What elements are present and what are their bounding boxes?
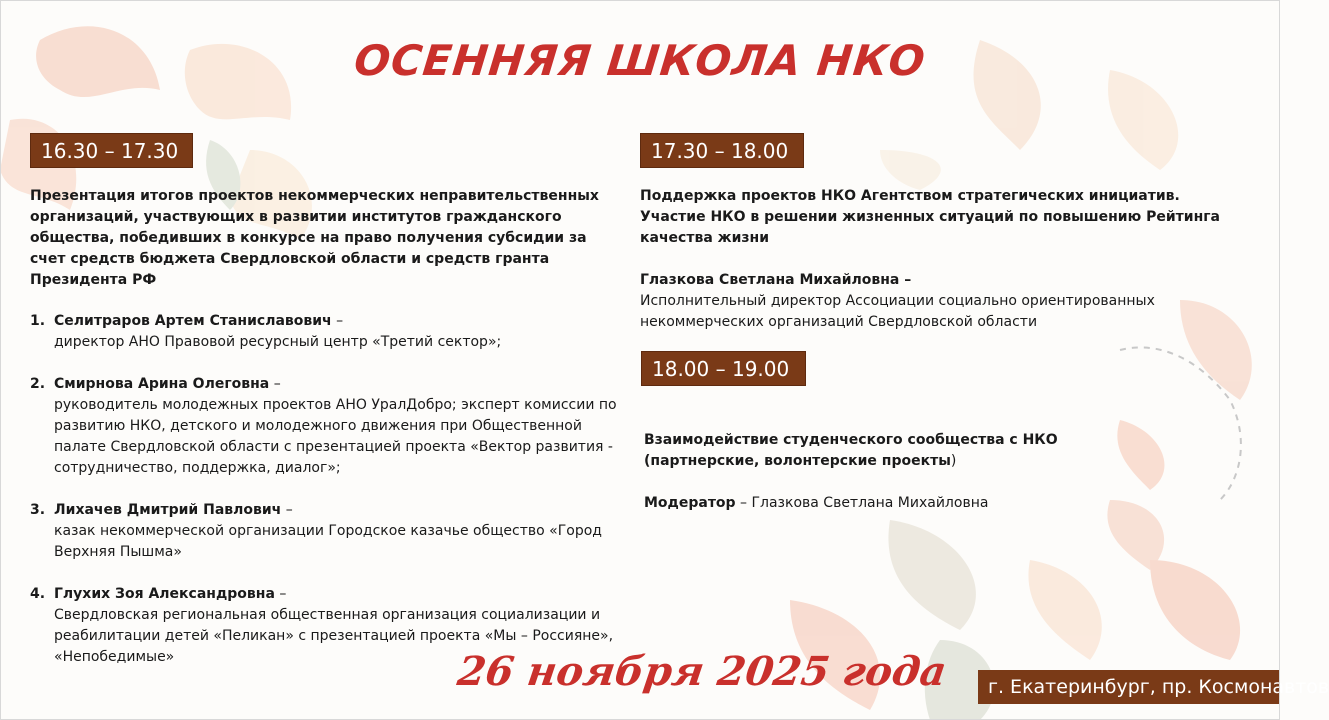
- session-2: [640, 186, 1240, 333]
- event-date: 26 ноября 2025 года: [454, 648, 950, 695]
- speaker-separator: –: [269, 376, 281, 392]
- item-number: 4.: [30, 586, 46, 602]
- session-2-topic: Поддержка проектов НКО Агентством стратегических инициатив. Участие НКО в решении жизненных ситуаций по повышению Рейтинга качества жизни: [640, 188, 1221, 246]
- speaker-description: Свердловская региональная общественная организация социализации и реабилитации детей «Пеликан» с презентацией проекта «Мы – Россияне», «Непобедимые»: [54, 607, 614, 665]
- session-1-topic: Презентация итогов проектов некоммерческих неправительственных организаций, участвующих в развитии институтов гражданского общества, победивших в конкурсе на право получения субсидии за счет средств бюджета Свердловской области и средств гранта Президента РФ: [30, 188, 599, 288]
- session-2-speaker-name: Глазкова Светлана Михайловна –: [640, 272, 912, 288]
- speaker-name: Селитраров Артем Станиславович: [54, 313, 332, 329]
- session-2-speaker-description: Исполнительный директор Ассоциации социально ориентированных некоммерческих организаций Свердловской области: [640, 293, 1155, 330]
- list-item: [30, 500, 620, 563]
- speaker-name: Глухих Зоя Александровна: [54, 586, 275, 602]
- list-item: [30, 374, 620, 479]
- moderator-label: Модератор: [644, 495, 736, 511]
- speaker-separator: –: [281, 502, 293, 518]
- speaker-name: Смирнова Арина Олеговна: [54, 376, 270, 392]
- speaker-name: Лихачев Дмитрий Павлович: [54, 502, 282, 518]
- list-item: [30, 311, 620, 353]
- time-badge-1: 16.30 – 17.30: [30, 133, 193, 168]
- item-number: 3.: [30, 502, 46, 518]
- time-badge-3: 18.00 – 19.00: [641, 351, 806, 386]
- session-3-topic-line1: Взаимодействие студенческого сообщества с НКО: [644, 432, 1058, 448]
- session-3-topic-close: ): [950, 453, 957, 469]
- speaker-description: директор АНО Правовой ресурсный центр «Третий сектор»;: [54, 334, 502, 350]
- item-number: 2.: [30, 376, 46, 392]
- speaker-list: [30, 311, 620, 668]
- speaker-description: руководитель молодежных проектов АНО УралДобро; эксперт комиссии по развитию НКО, детского и молодежного движения при Общественной палате Свердловской области с презентацией проекта «Вектор развития - сотрудничество, поддержка, диалог»;: [54, 397, 617, 476]
- session-3: [644, 430, 1244, 514]
- session-1: [30, 186, 620, 689]
- moderator-value: – Глазкова Светлана Михайловна: [735, 495, 989, 511]
- page-title: ОСЕННЯЯ ШКОЛА НКО: [351, 36, 929, 85]
- item-number: 1.: [30, 313, 46, 329]
- time-badge-2: 17.30 – 18.00: [640, 133, 804, 168]
- speaker-description: казак некоммерческой организации Городское казачье общество «Город Верхняя Пышма»: [54, 523, 602, 560]
- speaker-separator: –: [331, 313, 344, 329]
- speaker-separator: –: [274, 586, 287, 602]
- event-address: г. Екатеринбург, пр. Космонавтов: [978, 670, 1280, 704]
- session-3-topic-line2: (партнерские, волонтерские проекты: [644, 453, 951, 469]
